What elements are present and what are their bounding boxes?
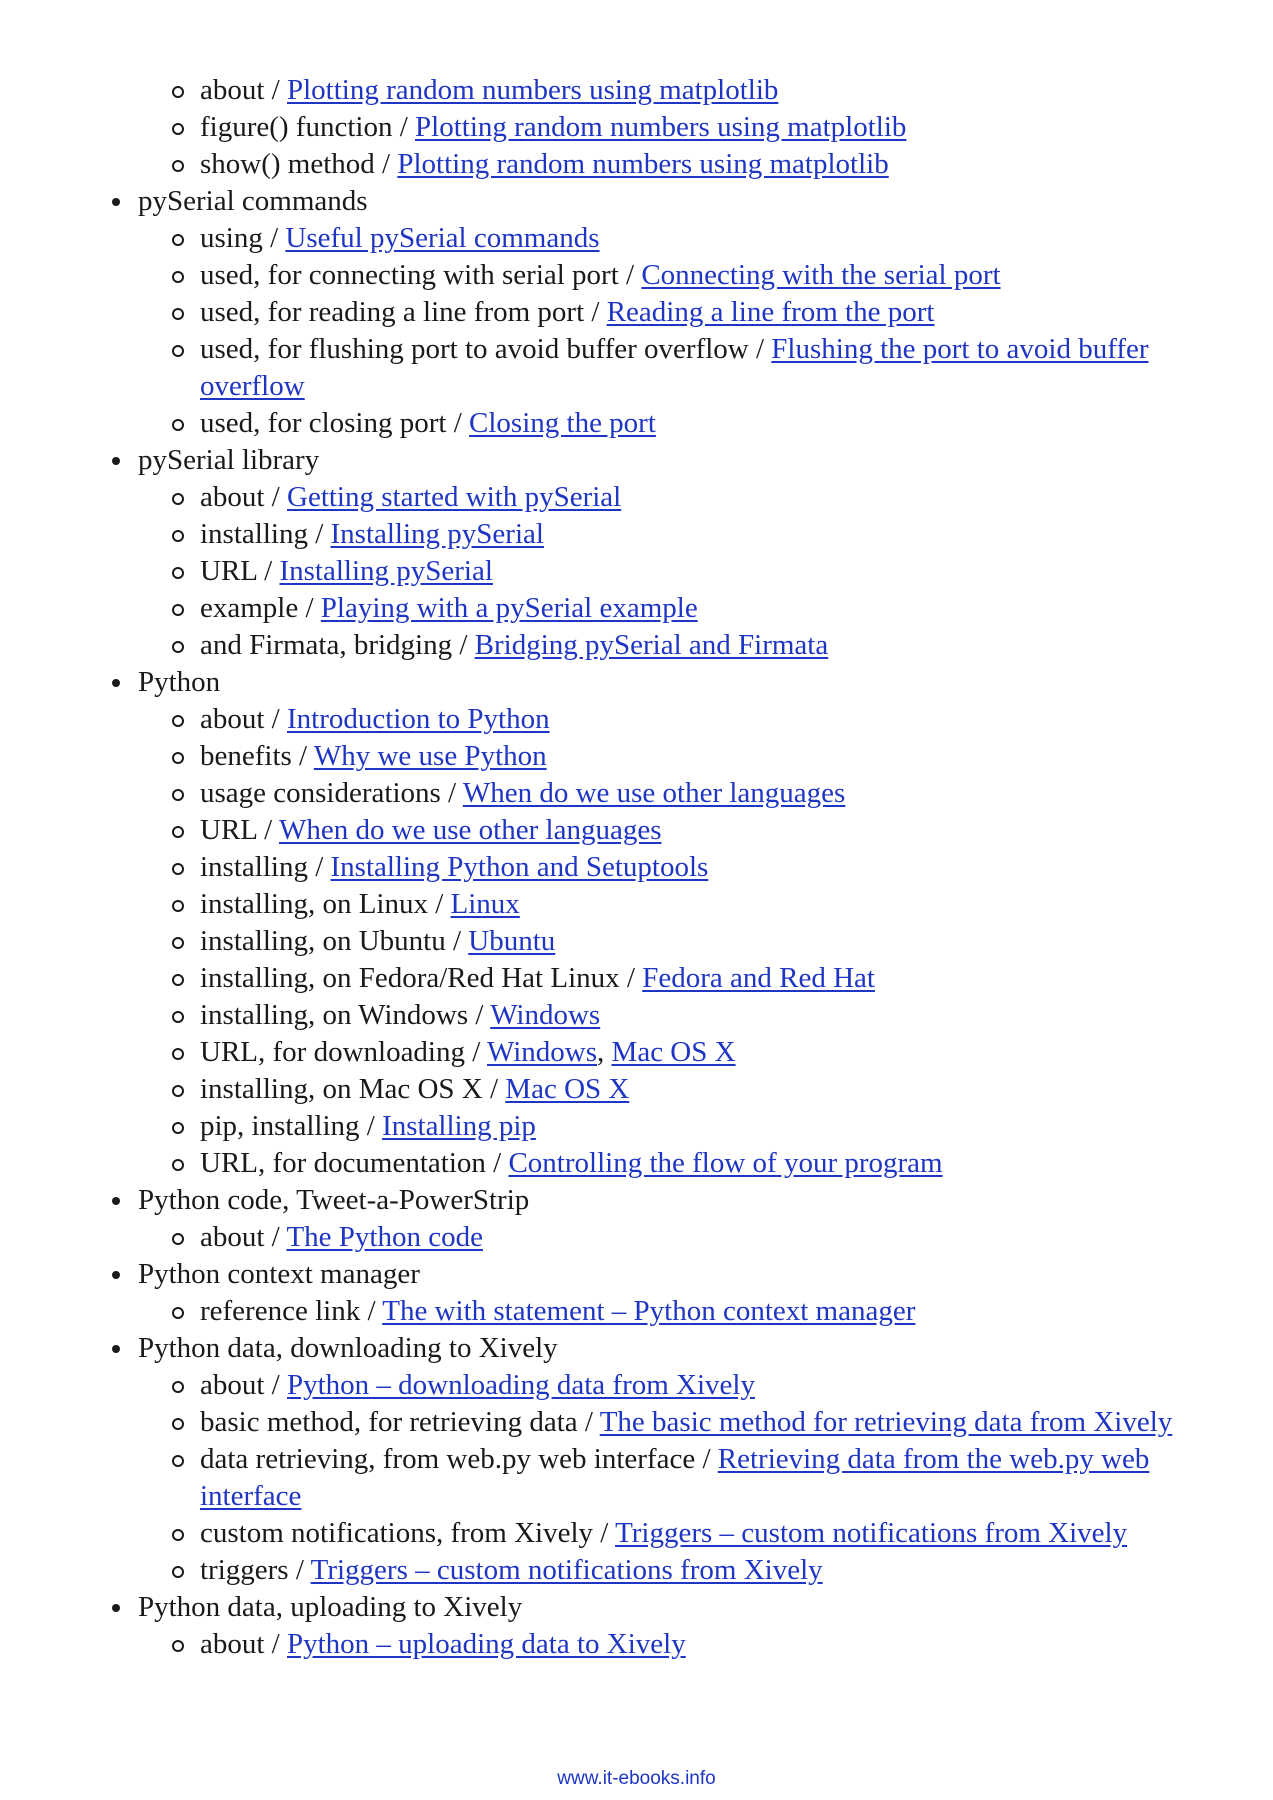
page-reference-link[interactable]: Installing pySerial <box>279 555 493 587</box>
sub-entry <box>138 220 1240 257</box>
sub-entry <box>138 1219 1240 1256</box>
sub-entry-list <box>138 220 1240 442</box>
sub-entry-label: about / <box>200 481 287 513</box>
index-term <box>100 664 1240 1182</box>
index-term-label: pySerial library <box>138 444 320 476</box>
page-reference-link[interactable]: Plotting random numbers using matplotlib <box>415 111 907 143</box>
page-reference-link[interactable]: Triggers – custom notifications from Xively <box>310 1554 823 1586</box>
sub-entry-list <box>138 1293 1240 1330</box>
page-reference-link[interactable]: Playing with a pySerial example <box>320 592 698 624</box>
sub-entry-label: about / <box>200 1369 287 1401</box>
sub-entry-label: about / <box>200 703 287 735</box>
sub-entry-label: used, for closing port / <box>200 407 470 439</box>
page-reference-link[interactable]: The with statement – Python context manager <box>382 1295 916 1327</box>
page-reference-link[interactable]: Linux <box>450 888 520 920</box>
page-reference-link[interactable]: When do we use other languages <box>278 814 662 846</box>
sub-entry-list <box>138 1219 1240 1256</box>
sub-entry-label: used, for flushing port to avoid buffer overflow / <box>200 333 772 365</box>
sub-entry <box>138 516 1240 553</box>
sub-entry <box>138 405 1240 442</box>
page-reference-link[interactable]: Connecting with the serial port <box>641 259 1001 291</box>
sub-entry <box>138 1404 1240 1441</box>
sub-entry <box>138 1071 1240 1108</box>
sub-entry-label: installing, on Ubuntu / <box>200 925 469 957</box>
index-term <box>100 183 1240 442</box>
page-reference-link[interactable]: Mac OS X <box>505 1073 630 1105</box>
sub-entry <box>138 627 1240 664</box>
sub-entry-label: used, for reading a line from port / <box>200 296 607 328</box>
index-term <box>100 442 1240 664</box>
sub-entry-label: example / <box>200 592 321 624</box>
sub-entry <box>138 72 1240 109</box>
page-reference-link[interactable]: Why we use Python <box>313 740 547 772</box>
index-term-label: Python data, downloading to Xively <box>138 1332 558 1364</box>
sub-entry-label: triggers / <box>200 1554 311 1586</box>
sub-entry-label: installing, on Linux / <box>200 888 451 920</box>
sub-entry-label: reference link / <box>200 1295 383 1327</box>
sub-entry-label: URL / <box>200 555 280 587</box>
continued-entry <box>100 72 1240 183</box>
sub-entry <box>138 1552 1240 1589</box>
sub-entry-label: used, for connecting with serial port / <box>200 259 642 291</box>
page-reference-link[interactable]: Reading a line from the port <box>606 296 935 328</box>
sub-entry <box>138 331 1240 405</box>
sub-entry <box>138 738 1240 775</box>
sub-entry <box>138 479 1240 516</box>
page-reference-link[interactable]: Python – uploading data to Xively <box>287 1628 686 1660</box>
sub-entry-list <box>138 479 1240 664</box>
page-reference-link[interactable]: Flushing the port to avoid buffer overflow <box>200 333 1149 402</box>
sub-entry-list <box>138 1367 1240 1589</box>
sub-entry-label: basic method, for retrieving data / <box>200 1406 600 1438</box>
sub-entry <box>138 1626 1240 1663</box>
sub-entry <box>138 257 1240 294</box>
sub-entry <box>138 109 1240 146</box>
page-reference-link[interactable]: Windows <box>487 1036 598 1068</box>
index-term <box>100 1330 1240 1589</box>
sub-entry <box>138 923 1240 960</box>
index-term <box>100 1256 1240 1330</box>
page-reference-link[interactable]: Closing the port <box>469 407 656 439</box>
sub-entry-label: installing, on Mac OS X / <box>200 1073 506 1105</box>
sub-entry <box>138 1441 1240 1515</box>
page-reference-link[interactable]: Installing Python and Setuptools <box>330 851 709 883</box>
index-list <box>100 72 1240 1663</box>
sub-entry-label: installing, on Windows / <box>200 999 491 1031</box>
page-reference-link[interactable]: Mac OS X <box>611 1036 736 1068</box>
sub-entry-label: URL / <box>200 814 279 846</box>
sub-entry <box>138 553 1240 590</box>
sub-entry-list <box>138 701 1240 1182</box>
page-reference-link[interactable]: Python – downloading data from Xively <box>287 1369 755 1401</box>
link-separator: , <box>597 1036 612 1068</box>
sub-entry <box>138 294 1240 331</box>
footer-link[interactable]: www.it-ebooks.info <box>557 1768 716 1789</box>
sub-entry <box>138 997 1240 1034</box>
sub-entry-label: installing / <box>200 518 331 550</box>
sub-entry-label: benefits / <box>200 740 314 772</box>
sub-entry <box>138 1145 1240 1182</box>
sub-entry <box>138 1515 1240 1552</box>
page-reference-link[interactable]: When do we use other languages <box>462 777 846 809</box>
page-reference-link[interactable]: Retrieving data from the web.py web interface <box>200 1443 1150 1512</box>
sub-entry <box>138 775 1240 812</box>
page-reference-link[interactable]: Fedora and Red Hat <box>642 962 875 994</box>
page-reference-link[interactable]: Bridging pySerial and Firmata <box>474 629 829 661</box>
sub-entry <box>138 1293 1240 1330</box>
sub-entry-label: custom notifications, from Xively / <box>200 1517 616 1549</box>
sub-entry <box>138 886 1240 923</box>
page-reference-link[interactable]: Plotting random numbers using matplotlib <box>287 74 779 106</box>
page-reference-link[interactable]: Installing pySerial <box>330 518 544 550</box>
index-content <box>100 72 1240 1663</box>
page-reference-link[interactable]: Plotting random numbers using matplotlib <box>397 148 889 180</box>
sub-entry <box>138 701 1240 738</box>
page-reference-link[interactable]: Useful pySerial commands <box>285 222 600 254</box>
sub-entry-label: installing, on Fedora/Red Hat Linux / <box>200 962 643 994</box>
sub-entry-label: installing / <box>200 851 331 883</box>
sub-entry <box>138 812 1240 849</box>
page-reference-link[interactable]: Getting started with pySerial <box>287 481 622 513</box>
sub-entry-label: and Firmata, bridging / <box>200 629 475 661</box>
sub-entry-label: about / <box>200 1628 287 1660</box>
page-reference-link[interactable]: Triggers – custom notifications from Xively <box>615 1517 1128 1549</box>
sub-entry <box>138 1108 1240 1145</box>
index-term-label: Python code, Tweet-a-PowerStrip <box>138 1184 530 1216</box>
sub-entry-label: show() method / <box>200 148 398 180</box>
sub-entry <box>138 960 1240 997</box>
sub-entry <box>138 146 1240 183</box>
sub-entry <box>138 590 1240 627</box>
sub-entry-label: using / <box>200 222 286 254</box>
page-reference-link[interactable]: Introduction to Python <box>287 703 550 735</box>
sub-entry-label: about / <box>200 1221 287 1253</box>
sub-entry-label: figure() function / <box>200 111 416 143</box>
page-reference-link[interactable]: Installing pip <box>382 1110 536 1142</box>
sub-entry-label: URL, for downloading / <box>200 1036 488 1068</box>
sub-entry <box>138 1367 1240 1404</box>
page-reference-link[interactable]: The Python code <box>286 1221 483 1253</box>
sub-entry-label: about / <box>200 74 287 106</box>
index-term <box>100 1182 1240 1256</box>
sub-entry-label: data retrieving, from web.py web interface / <box>200 1443 718 1475</box>
sub-entry-label: usage considerations / <box>200 777 463 809</box>
index-term-label: pySerial commands <box>138 185 368 217</box>
index-term-label: Python data, uploading to Xively <box>138 1591 523 1623</box>
sub-entry <box>138 1034 1240 1071</box>
sub-entry-list <box>138 1626 1240 1663</box>
sub-entry-list <box>138 72 1240 183</box>
index-term <box>100 1589 1240 1663</box>
page-reference-link[interactable]: Ubuntu <box>468 925 556 957</box>
page-reference-link[interactable]: The basic method for retrieving data from Xively <box>599 1406 1173 1438</box>
page-reference-link[interactable]: Windows <box>490 999 601 1031</box>
sub-entry-label: URL, for documentation / <box>200 1147 509 1179</box>
index-term-label: Python context manager <box>138 1258 420 1290</box>
sub-entry <box>138 849 1240 886</box>
sub-entry-label: pip, installing / <box>200 1110 383 1142</box>
page-reference-link[interactable]: Controlling the flow of your program <box>508 1147 943 1179</box>
index-term-label: Python <box>138 666 221 698</box>
